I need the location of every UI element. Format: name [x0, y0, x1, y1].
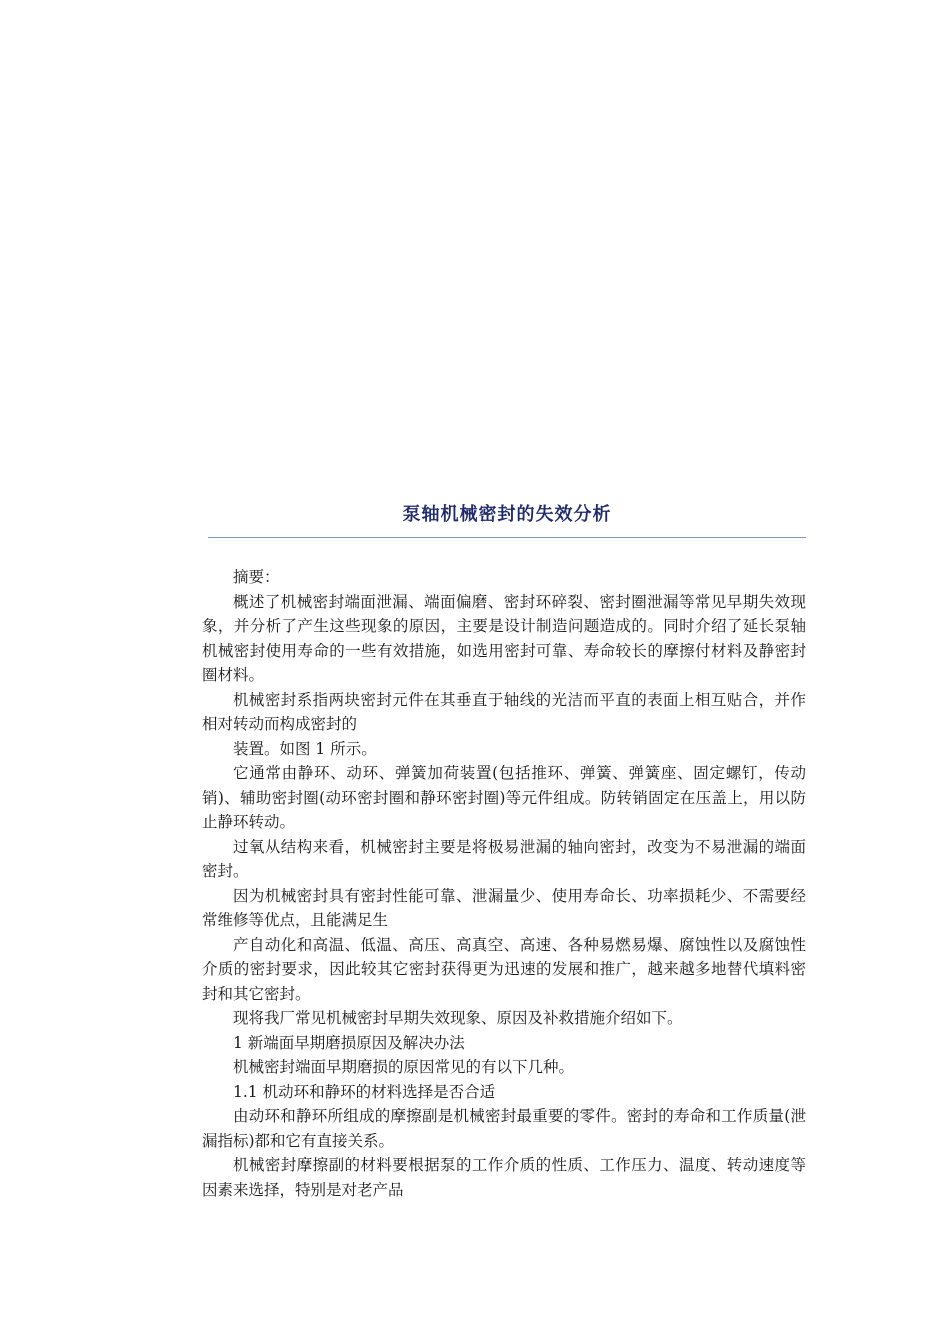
body-paragraph: 它通常由静环、动环、弹簧加荷装置(包括推环、弹簧、弹簧座、固定螺钉，传动销)、辅助密封圈(动环密封圈和静环密封圈)等元件组成。防转销固定在压盖上，用以防止静环转动。: [202, 764, 806, 831]
body-paragraph: 装置。如图 1 所示。: [233, 739, 377, 758]
body-paragraph: 由动环和静环所组成的摩擦副是机械密封最重要的零件。密封的寿命和工作质量(泄漏指标)都和它有直接关系。: [202, 1107, 806, 1150]
abstract-paragraph: 概述了机械密封端面泄漏、端面偏磨、密封环碎裂、密封圈泄漏等常见早期失效现象，并分析了产生这些现象的原因，主要是设计制造问题造成的。同时介绍了延长泵轴机械密封使用寿命的一些有效措施，如选用密封可靠、寿命较长的摩擦付材料及静密封圈材料。: [202, 592, 806, 684]
body-paragraph: 机械密封系指两块密封元件在其垂直于轴线的光洁而平直的表面上相互贴合，并作相对转动而构成密封的: [202, 690, 806, 733]
document-body: [202, 565, 806, 1202]
body-paragraph: 过氧从结构来看，机械密封主要是将极易泄漏的轴向密封，改变为不易泄漏的端面密封。: [202, 837, 806, 880]
body-paragraph: 机械密封摩擦副的材料要根据泵的工作介质的性质、工作压力、温度、转动速度等因素来选择，特别是对老产品: [202, 1156, 806, 1199]
section-heading: 1 新端面早期磨损原因及解决办法: [233, 1033, 465, 1052]
body-paragraph: 机械密封端面早期磨损的原因常见的有以下几种。: [233, 1058, 575, 1076]
subsection-heading: 1.1 机动环和静环的材料选择是否合适: [233, 1082, 496, 1101]
title-divider: [208, 537, 806, 538]
abstract-heading: 摘要：: [233, 568, 280, 586]
body-paragraph: 因为机械密封具有密封性能可靠、泄漏量少、使用寿命长、功率损耗少、不需要经常维修等优点，且能满足生: [202, 886, 806, 929]
body-paragraph: 现将我厂常见机械密封早期失效现象、原因及补救措施介绍如下。: [233, 1009, 683, 1027]
body-paragraph: 产自动化和高温、低温、高压、高真空、高速、各种易燃易爆、腐蚀性以及腐蚀性介质的密封要求，因此较其它密封获得更为迅速的发展和推广，越来越多地替代填料密封和其它密封。: [202, 935, 806, 1003]
document-title: 泵轴机械密封的失效分析: [402, 504, 612, 525]
